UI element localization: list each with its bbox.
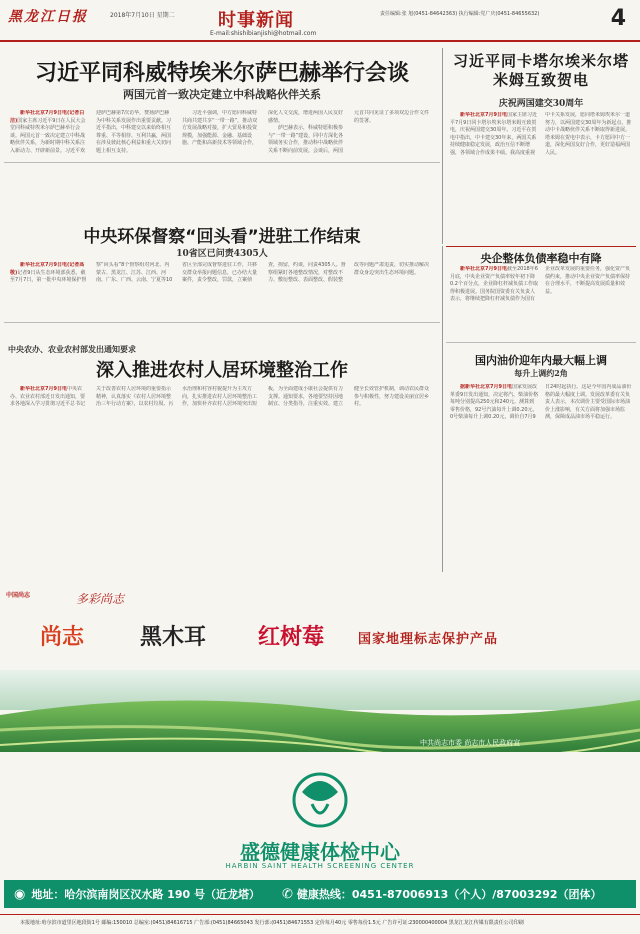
article5-headline: 国内油价迎年内最大幅上调 bbox=[475, 354, 607, 367]
article6-headline: 深入推进农村人居环境整治工作 bbox=[96, 360, 348, 381]
article1-headline: 习近平同科威特埃米尔萨巴赫举行会谈 bbox=[34, 61, 409, 86]
issue-date: 2018年7月10日 星期二 bbox=[110, 12, 175, 19]
article4-lead: 新华社北京7月9日电 bbox=[460, 266, 507, 272]
article6-text: 中央农办、农业农村部近日发出通知，要求各地深入学习贯彻习近平总书记关于改善农村人居环境的重要指示精神，认真落实《农村人居环境整治三年行动方案》，以农村垃圾、污水治理和村容村貌提升为主攻方向，扎实推进农村人居环境整治工作，加快补齐农村人居环境突出短板，为全面建成小康社会提供有力支撑。通知要求，各地要坚持因地制宜、分类指导，注重实效、建立健全长效管护机制，调动农民群众参与积极性，努力建设美丽宜居乡村。 bbox=[10, 386, 430, 407]
article3-headline: 中央环保督察“回头看”进驻工作结束 bbox=[83, 227, 361, 247]
article4-headline: 央企整体负债率稳中有降 bbox=[480, 252, 602, 265]
article2-headline: 习近平同卡塔尔埃米尔塔米姆互致贺电 bbox=[452, 52, 629, 89]
health-center-name-en: HARBIN SAINT HEALTH SCREENING CENTER bbox=[225, 862, 415, 870]
section-title: 时事新闻 bbox=[218, 10, 294, 31]
article2-lead: 新华社北京7月9日电 bbox=[460, 112, 507, 118]
footer-info: 本报地址:哈尔滨市道里区地段街1号 邮编:150010 总编室:(0451)84616715 广告部:(0451)84665043 发行部:(0451)84671553 定价每月40元 零售每份1.5元 广告许可证:230000400004 黑龙江龙江传媒有限责任公司印刷 bbox=[20, 920, 524, 926]
article5-subheadline: 每升上调约2角 bbox=[514, 368, 568, 378]
article1-para3: 萨巴赫表示，科威特愿积极参与“一带一路”建设，同中方深化各领域务实合作，推动科中战略伙伴关系不断向前发展。会谈后，两国元首共同见证了多项双边合作文件的签署。 bbox=[268, 110, 430, 154]
article4-body bbox=[450, 266, 634, 336]
article1-lead: 新华社北京7月9日电(记者白洁) bbox=[10, 110, 85, 124]
health-center-name: 盛德健康体检中心 bbox=[240, 840, 400, 864]
article1-para1: 国家主席习近平9日在人民大会堂同科威特埃米尔萨巴赫举行会谈。两国元首一致决定建立中科战略伙伴关系，为新时期中科关系注入新动力、开辟新前景。习近平欢迎萨巴赫第7次访华，赞扬萨巴赫为中科关系发展作出重要贡献。习近平指出，中科建交以来始终相互尊重、平等相待、互利共赢，两国在涉及彼此核心利益和重大关切问题上相互支持。 bbox=[10, 110, 172, 154]
ad-label: 国家地理标志保护产品 bbox=[358, 632, 499, 647]
article6-body bbox=[10, 386, 432, 572]
column-divider bbox=[442, 48, 443, 244]
contact-bar bbox=[4, 880, 636, 908]
article2-subheadline: 庆祝两国建交30周年 bbox=[498, 99, 584, 109]
footer bbox=[0, 914, 640, 934]
article2-body bbox=[450, 112, 634, 242]
article3-lead: 新华社北京7月9日电(记者高敬) bbox=[10, 262, 85, 276]
page-number: 4 bbox=[610, 6, 626, 31]
ad-caption: 中共尚志市委 尚志市人民政府宣 bbox=[420, 739, 521, 747]
article5-body bbox=[450, 384, 634, 572]
article5-text: 国家发展改革委9日发出通知，决定将汽、柴油价格每吨分别提高250元和240元。测算到零售价格，92号汽油每升上调0.20元，0号柴油每升上调0.20元，调价自7月9日24时起执行。这是今年国内成品油价格的最大幅度上调。发展改革委有关负责人表示，本次调价主要受国际市场油价上涨影响，有关方面将加强市场监测，保障成品油市场平稳运行。 bbox=[450, 384, 632, 420]
column-divider bbox=[442, 246, 443, 572]
rule bbox=[446, 342, 636, 343]
newspaper-logo: 黑龙江日报 bbox=[8, 9, 88, 25]
ad-word-shumei: 红树莓 bbox=[258, 624, 325, 650]
rule bbox=[4, 162, 440, 163]
article3-subheadline: 10省区已问责4305人 bbox=[176, 249, 268, 259]
ad-logo: 中国尚志 bbox=[6, 592, 31, 599]
advertisement bbox=[0, 580, 640, 898]
masthead bbox=[0, 0, 640, 42]
article1-para2: 习近平强调，中方愿同科威特共商共建共享“一带一路”，推动双方发展战略对接，扩大贸易和投资规模，加强能源、金融、基础设施、产能和高新技术等领域合作，深化人文交流，增进两国人民友好感情。 bbox=[182, 110, 344, 146]
rule bbox=[446, 246, 636, 247]
article2-text: 国家主席习近平7月9日同卡塔尔埃米尔塔米姆互致贺电，庆祝两国建交30周年。习近平在贺电中指出，中卡建交30年来，两国关系持续健康稳定发展，政治互信不断增强，各领域合作成果丰硕。我高度重视中卡关系发展，愿同塔米姆埃米尔一道努力，以两国建交30周年为新起点，推动中卡战略伙伴关系不断取得新进展。塔米姆在贺电中表示，卡方愿同中方一道，深化两国友好合作，更好造福两国人民。 bbox=[450, 112, 632, 156]
article4-text: 截至2018年6月底，中央企业资产负债率较年初下降0.2个百分点，企业降杠杆减负债工作取得积极进展。国务院国资委有关负责人表示，将继续把降杠杆减负债作为国有企业改革发展的重要任务，强化资产负债约束，推动中央企业资产负债率保持在合理水平，不断提高发展质量和效益。 bbox=[450, 266, 631, 302]
editor-contacts: 责任编辑:张 旭(0451-84642363) 执行编辑:党广庆(0451-84655632) bbox=[380, 11, 540, 17]
contact-address: 地址：哈尔滨南岗区汉水路 190 号（近龙塔） bbox=[31, 888, 260, 901]
ad-word-muer: 黑木耳 bbox=[140, 624, 207, 650]
article3-body bbox=[10, 262, 432, 318]
ad-slogan: 多彩尚志 bbox=[76, 592, 125, 606]
rule bbox=[4, 322, 440, 323]
contact-phone: 健康热线：0451-87006913（个人）/87003292（团体） bbox=[296, 888, 602, 901]
article1-body bbox=[10, 110, 432, 158]
section-email: E-mail:shishibianjishi@hotmail.com bbox=[210, 30, 317, 37]
article1-subheadline: 两国元首一致决定建立中科战略伙伴关系 bbox=[123, 88, 321, 101]
phone-icon: ✆ bbox=[281, 886, 293, 902]
article5-lead: 据新华社北京7月9日电 bbox=[460, 384, 512, 390]
ad-word-shangzhi: 尚志 bbox=[40, 624, 85, 650]
article6-kicker: 中央农办、农业农村部发出通知要求 bbox=[8, 344, 136, 354]
article3-text: 记者9日从生态环境部获悉，截至7月7日，第一批中央环境保护督察“回头看”8个督察组对河北、内蒙古、黑龙江、江苏、江西、河南、广东、广西、云南、宁夏等10省区全部完成督察进驻工作，共移交群众举报问题信息，已办结大量案件，责令整改，罚款，立案侦查，拘留，约谈，问责4305人。督察组紧盯各地整改情况，对整改不力、敷衍整改、表面整改、假装整改等问题严肃追责，切实推动解决群众身边突出生态环境问题。 bbox=[10, 262, 430, 283]
location-pin-icon: ◉ bbox=[14, 886, 26, 902]
article6-lead: 新华社北京7月9日电 bbox=[20, 386, 67, 392]
